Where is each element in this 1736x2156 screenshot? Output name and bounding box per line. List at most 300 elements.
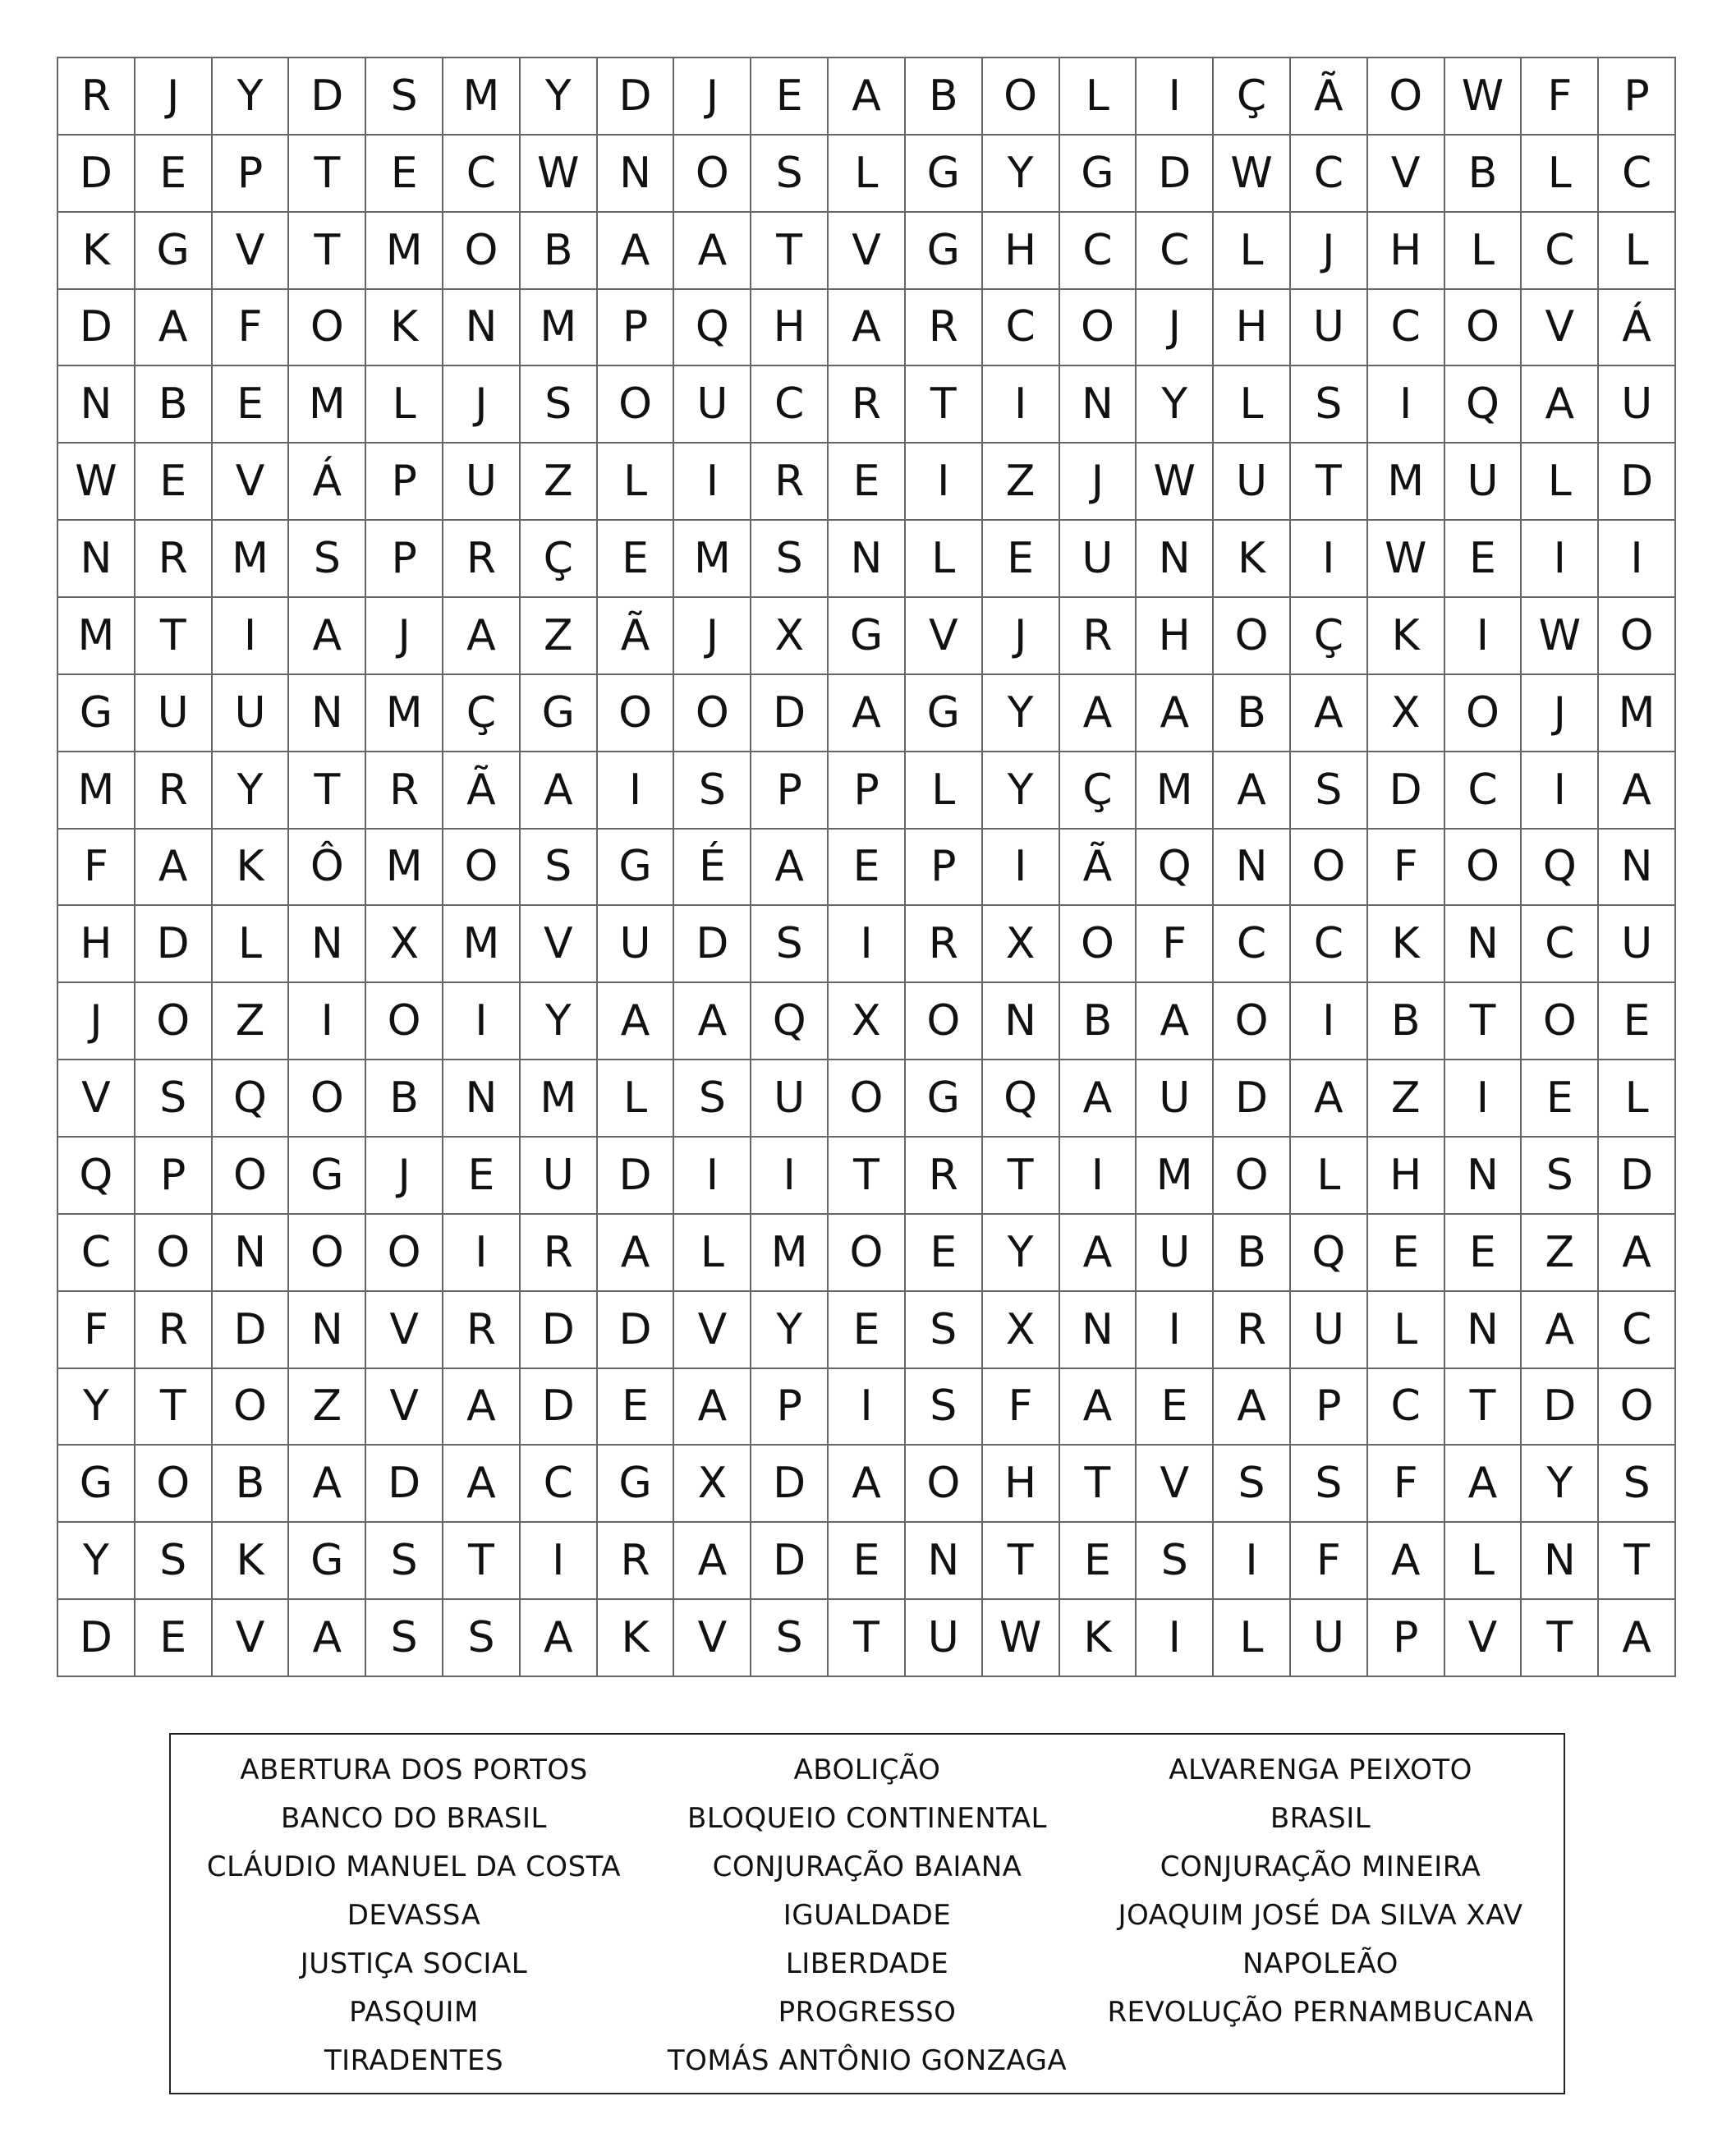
grid-cell[interactable]: Ç [1214,58,1291,136]
grid-cell[interactable]: M [366,830,443,907]
grid-cell[interactable]: P [751,1369,829,1446]
grid-cell[interactable]: Ç [1060,752,1137,830]
grid-cell[interactable]: D [751,1523,829,1600]
grid-cell[interactable]: Y [983,136,1060,213]
grid-cell[interactable]: B [213,1446,290,1523]
grid-cell[interactable]: M [521,290,598,367]
grid-cell[interactable]: R [906,1138,983,1215]
grid-cell[interactable]: M [1137,1138,1214,1215]
grid-cell[interactable]: J [1522,675,1599,752]
grid-cell[interactable]: I [1445,598,1522,675]
grid-cell[interactable]: L [1445,1523,1522,1600]
grid-cell[interactable]: N [983,983,1060,1060]
grid-cell[interactable]: A [751,830,829,907]
grid-cell[interactable]: L [1368,1292,1445,1369]
grid-cell[interactable]: X [674,1446,751,1523]
grid-cell[interactable]: A [598,1215,675,1292]
grid-cell[interactable]: P [213,136,290,213]
grid-cell[interactable]: G [906,136,983,213]
grid-cell[interactable]: O [443,213,521,290]
grid-cell[interactable]: O [829,1215,906,1292]
grid-cell[interactable]: E [598,521,675,598]
grid-cell[interactable]: T [443,1523,521,1600]
grid-cell[interactable]: I [443,983,521,1060]
grid-cell[interactable]: A [521,752,598,830]
grid-cell[interactable]: N [1599,830,1676,907]
grid-cell[interactable]: M [751,1215,829,1292]
grid-cell[interactable]: R [829,366,906,444]
grid-cell[interactable]: D [1522,1369,1599,1446]
grid-cell[interactable]: T [983,1523,1060,1600]
grid-cell[interactable]: U [521,1138,598,1215]
grid-cell[interactable]: X [751,598,829,675]
grid-cell[interactable]: D [1137,136,1214,213]
grid-cell[interactable]: E [135,444,213,521]
grid-cell[interactable]: D [598,1138,675,1215]
grid-cell[interactable]: O [906,1446,983,1523]
grid-cell[interactable]: E [1368,1215,1445,1292]
grid-cell[interactable]: T [906,366,983,444]
grid-cell[interactable]: A [1522,366,1599,444]
grid-cell[interactable]: C [1445,752,1522,830]
grid-cell[interactable]: H [983,1446,1060,1523]
grid-cell[interactable]: E [829,830,906,907]
grid-cell[interactable]: G [829,598,906,675]
grid-cell[interactable]: J [1291,213,1368,290]
grid-cell[interactable]: D [751,1446,829,1523]
grid-cell[interactable]: L [1445,213,1522,290]
grid-cell[interactable]: Z [521,444,598,521]
grid-cell[interactable]: A [598,983,675,1060]
grid-cell[interactable]: R [135,1292,213,1369]
grid-cell[interactable]: E [1445,1215,1522,1292]
grid-cell[interactable]: M [366,213,443,290]
grid-cell[interactable]: V [58,1060,135,1138]
grid-cell[interactable]: E [135,1600,213,1677]
grid-cell[interactable]: Z [983,444,1060,521]
grid-cell[interactable]: P [598,290,675,367]
grid-cell[interactable]: S [1137,1523,1214,1600]
grid-cell[interactable]: D [58,1600,135,1677]
grid-cell[interactable]: K [1368,598,1445,675]
grid-cell[interactable]: N [829,521,906,598]
grid-cell[interactable]: O [443,830,521,907]
grid-cell[interactable]: E [1522,1060,1599,1138]
grid-cell[interactable]: V [674,1600,751,1677]
grid-cell[interactable]: S [1214,1446,1291,1523]
grid-cell[interactable]: O [1522,983,1599,1060]
grid-cell[interactable]: H [751,290,829,367]
grid-cell[interactable]: O [1599,598,1676,675]
grid-cell[interactable]: O [289,1060,366,1138]
grid-cell[interactable]: T [135,1369,213,1446]
grid-cell[interactable]: K [213,830,290,907]
grid-cell[interactable]: J [135,58,213,136]
grid-cell[interactable]: L [1291,1138,1368,1215]
grid-cell[interactable]: E [1060,1523,1137,1600]
grid-cell[interactable]: T [135,598,213,675]
grid-cell[interactable]: R [1214,1292,1291,1369]
grid-cell[interactable]: A [1522,1292,1599,1369]
grid-cell[interactable]: S [906,1292,983,1369]
grid-cell[interactable]: S [135,1060,213,1138]
grid-cell[interactable]: N [1060,1292,1137,1369]
grid-cell[interactable]: S [751,1600,829,1677]
grid-cell[interactable]: M [213,521,290,598]
grid-cell[interactable]: T [751,213,829,290]
grid-cell[interactable]: L [1060,58,1137,136]
grid-cell[interactable]: M [674,521,751,598]
grid-cell[interactable]: U [1291,1600,1368,1677]
grid-cell[interactable]: A [1599,1215,1676,1292]
grid-cell[interactable]: C [1291,906,1368,983]
grid-cell[interactable]: G [289,1138,366,1215]
grid-cell[interactable]: S [289,521,366,598]
grid-cell[interactable]: C [983,290,1060,367]
grid-cell[interactable]: L [906,521,983,598]
grid-cell[interactable]: V [1522,290,1599,367]
grid-cell[interactable]: H [1214,290,1291,367]
grid-cell[interactable]: O [829,1060,906,1138]
grid-cell[interactable]: J [1060,444,1137,521]
grid-cell[interactable]: H [58,906,135,983]
grid-cell[interactable]: W [1368,521,1445,598]
grid-cell[interactable]: S [366,58,443,136]
grid-cell[interactable]: O [135,983,213,1060]
grid-cell[interactable]: C [1599,136,1676,213]
grid-cell[interactable]: Q [213,1060,290,1138]
grid-cell[interactable]: U [1291,290,1368,367]
grid-cell[interactable]: S [1291,752,1368,830]
grid-cell[interactable]: C [1522,213,1599,290]
grid-cell[interactable]: L [674,1215,751,1292]
grid-cell[interactable]: Y [1137,366,1214,444]
grid-cell[interactable]: D [1599,1138,1676,1215]
grid-cell[interactable]: E [443,1138,521,1215]
grid-cell[interactable]: A [829,1446,906,1523]
grid-cell[interactable]: A [598,213,675,290]
grid-cell[interactable]: D [1214,1060,1291,1138]
grid-cell[interactable]: Q [1137,830,1214,907]
grid-cell[interactable]: H [1137,598,1214,675]
grid-cell[interactable]: S [443,1600,521,1677]
grid-cell[interactable]: I [983,830,1060,907]
grid-cell[interactable]: O [213,1369,290,1446]
grid-cell[interactable]: Q [58,1138,135,1215]
grid-cell[interactable]: D [598,58,675,136]
grid-cell[interactable]: Y [983,1215,1060,1292]
grid-cell[interactable]: Y [1522,1446,1599,1523]
grid-cell[interactable]: C [1368,1369,1445,1446]
grid-cell[interactable]: G [906,675,983,752]
grid-cell[interactable]: I [1522,521,1599,598]
grid-cell[interactable]: B [1214,1215,1291,1292]
grid-cell[interactable]: G [58,1446,135,1523]
grid-cell[interactable]: S [135,1523,213,1600]
grid-cell[interactable]: X [366,906,443,983]
grid-cell[interactable]: B [521,213,598,290]
grid-cell[interactable]: Á [289,444,366,521]
grid-cell[interactable]: D [751,675,829,752]
grid-cell[interactable]: K [1060,1600,1137,1677]
grid-cell[interactable]: I [1214,1523,1291,1600]
grid-cell[interactable]: Ç [1291,598,1368,675]
grid-cell[interactable]: B [1368,983,1445,1060]
grid-cell[interactable]: O [289,1215,366,1292]
grid-cell[interactable]: D [289,58,366,136]
grid-cell[interactable]: P [366,521,443,598]
grid-cell[interactable]: C [1060,213,1137,290]
grid-cell[interactable]: L [598,1060,675,1138]
grid-cell[interactable]: O [1291,830,1368,907]
grid-cell[interactable]: K [598,1600,675,1677]
grid-cell[interactable]: S [1291,366,1368,444]
grid-cell[interactable]: L [213,906,290,983]
grid-cell[interactable]: G [906,213,983,290]
grid-cell[interactable]: Y [213,58,290,136]
grid-cell[interactable]: C [1599,1292,1676,1369]
grid-cell[interactable]: B [366,1060,443,1138]
grid-cell[interactable]: V [366,1369,443,1446]
grid-cell[interactable]: O [1214,598,1291,675]
grid-cell[interactable]: A [443,1446,521,1523]
grid-cell[interactable]: Á [1599,290,1676,367]
grid-cell[interactable]: N [213,1215,290,1292]
grid-cell[interactable]: H [983,213,1060,290]
grid-cell[interactable]: U [906,1600,983,1677]
grid-cell[interactable]: J [58,983,135,1060]
grid-cell[interactable]: M [1599,675,1676,752]
grid-cell[interactable]: A [829,675,906,752]
grid-cell[interactable]: L [1214,1600,1291,1677]
grid-cell[interactable]: O [366,1215,443,1292]
grid-cell[interactable]: C [1214,906,1291,983]
grid-cell[interactable]: S [521,366,598,444]
grid-cell[interactable]: A [1214,752,1291,830]
grid-cell[interactable]: M [1137,752,1214,830]
grid-cell[interactable]: Q [1291,1215,1368,1292]
grid-cell[interactable]: X [829,983,906,1060]
grid-cell[interactable]: R [1060,598,1137,675]
grid-cell[interactable]: M [289,366,366,444]
grid-cell[interactable]: L [829,136,906,213]
grid-cell[interactable]: S [674,1060,751,1138]
grid-cell[interactable]: G [521,675,598,752]
grid-cell[interactable]: H [1368,213,1445,290]
grid-cell[interactable]: S [1522,1138,1599,1215]
grid-cell[interactable]: U [1291,1292,1368,1369]
grid-cell[interactable]: B [135,366,213,444]
grid-cell[interactable]: B [1445,136,1522,213]
grid-cell[interactable]: P [1368,1600,1445,1677]
grid-cell[interactable]: J [674,58,751,136]
grid-cell[interactable]: E [1599,983,1676,1060]
grid-cell[interactable]: O [135,1446,213,1523]
grid-cell[interactable]: A [1137,675,1214,752]
grid-cell[interactable]: E [1137,1369,1214,1446]
grid-cell[interactable]: O [213,1138,290,1215]
grid-cell[interactable]: A [135,290,213,367]
grid-cell[interactable]: F [58,830,135,907]
grid-cell[interactable]: E [906,1215,983,1292]
grid-cell[interactable]: T [289,213,366,290]
grid-cell[interactable]: U [1137,1060,1214,1138]
grid-cell[interactable]: K [1214,521,1291,598]
grid-cell[interactable]: E [213,366,290,444]
grid-cell[interactable]: J [366,1138,443,1215]
grid-cell[interactable]: D [213,1292,290,1369]
grid-cell[interactable]: O [1445,830,1522,907]
grid-cell[interactable]: R [366,752,443,830]
grid-cell[interactable]: A [1291,1060,1368,1138]
grid-cell[interactable]: I [1445,1060,1522,1138]
grid-cell[interactable]: I [983,366,1060,444]
grid-cell[interactable]: W [983,1600,1060,1677]
grid-cell[interactable]: A [1137,983,1214,1060]
grid-cell[interactable]: G [1060,136,1137,213]
grid-cell[interactable]: Y [751,1292,829,1369]
grid-cell[interactable]: N [58,521,135,598]
grid-cell[interactable]: D [674,906,751,983]
grid-cell[interactable]: I [829,1369,906,1446]
grid-cell[interactable]: N [906,1523,983,1600]
grid-cell[interactable]: V [521,906,598,983]
grid-cell[interactable]: Ã [1291,58,1368,136]
grid-cell[interactable]: W [1137,444,1214,521]
grid-cell[interactable]: N [1522,1523,1599,1600]
grid-cell[interactable]: A [1060,1215,1137,1292]
grid-cell[interactable]: D [521,1369,598,1446]
grid-cell[interactable]: R [443,521,521,598]
grid-cell[interactable]: T [829,1138,906,1215]
grid-cell[interactable]: V [1137,1446,1214,1523]
grid-cell[interactable]: F [1137,906,1214,983]
grid-cell[interactable]: Z [289,1369,366,1446]
grid-cell[interactable]: P [1599,58,1676,136]
grid-cell[interactable]: I [906,444,983,521]
grid-cell[interactable]: D [135,906,213,983]
grid-cell[interactable]: Q [983,1060,1060,1138]
grid-cell[interactable]: Y [983,675,1060,752]
grid-cell[interactable]: I [1137,1292,1214,1369]
grid-cell[interactable]: U [443,444,521,521]
grid-cell[interactable]: N [1445,1138,1522,1215]
grid-cell[interactable]: T [1445,983,1522,1060]
grid-cell[interactable]: E [135,136,213,213]
grid-cell[interactable]: M [1368,444,1445,521]
grid-cell[interactable]: Y [58,1369,135,1446]
grid-cell[interactable]: I [1522,752,1599,830]
grid-cell[interactable]: Q [751,983,829,1060]
grid-cell[interactable]: F [1291,1523,1368,1600]
grid-cell[interactable]: O [1599,1369,1676,1446]
grid-cell[interactable]: N [1214,830,1291,907]
grid-cell[interactable]: V [366,1292,443,1369]
grid-cell[interactable]: U [1599,906,1676,983]
grid-cell[interactable]: V [1445,1600,1522,1677]
grid-cell[interactable]: O [983,58,1060,136]
grid-cell[interactable]: L [1214,366,1291,444]
grid-cell[interactable]: L [1522,444,1599,521]
grid-cell[interactable]: E [829,1292,906,1369]
grid-cell[interactable]: R [598,1523,675,1600]
grid-cell[interactable]: V [906,598,983,675]
grid-cell[interactable]: Z [213,983,290,1060]
grid-cell[interactable]: G [58,675,135,752]
grid-cell[interactable]: Ç [521,521,598,598]
grid-cell[interactable]: A [135,830,213,907]
grid-cell[interactable]: Y [213,752,290,830]
grid-cell[interactable]: X [983,906,1060,983]
grid-cell[interactable]: A [521,1600,598,1677]
grid-cell[interactable]: U [1137,1215,1214,1292]
grid-cell[interactable]: O [1214,1138,1291,1215]
grid-cell[interactable]: I [443,1215,521,1292]
grid-cell[interactable]: C [521,1446,598,1523]
grid-cell[interactable]: S [751,136,829,213]
grid-cell[interactable]: O [1214,983,1291,1060]
grid-cell[interactable]: I [1291,983,1368,1060]
grid-cell[interactable]: Ç [443,675,521,752]
grid-cell[interactable]: S [751,906,829,983]
grid-cell[interactable]: R [521,1215,598,1292]
grid-cell[interactable]: A [289,1600,366,1677]
grid-cell[interactable]: O [674,675,751,752]
grid-cell[interactable]: I [674,444,751,521]
grid-cell[interactable]: A [289,598,366,675]
grid-cell[interactable]: N [443,1060,521,1138]
grid-cell[interactable]: N [1137,521,1214,598]
grid-cell[interactable]: G [598,830,675,907]
grid-cell[interactable]: F [58,1292,135,1369]
grid-cell[interactable]: O [135,1215,213,1292]
grid-cell[interactable]: D [521,1292,598,1369]
grid-cell[interactable]: T [829,1600,906,1677]
grid-cell[interactable]: L [366,366,443,444]
grid-cell[interactable]: T [983,1138,1060,1215]
grid-cell[interactable]: D [58,136,135,213]
grid-cell[interactable]: X [1368,675,1445,752]
grid-cell[interactable]: B [906,58,983,136]
grid-cell[interactable]: Y [58,1523,135,1600]
grid-cell[interactable]: Ã [443,752,521,830]
grid-cell[interactable]: W [58,444,135,521]
grid-cell[interactable]: I [1291,521,1368,598]
grid-cell[interactable]: K [58,213,135,290]
grid-cell[interactable]: T [1445,1369,1522,1446]
grid-cell[interactable]: W [1522,598,1599,675]
grid-cell[interactable]: L [598,444,675,521]
grid-cell[interactable]: E [983,521,1060,598]
grid-cell[interactable]: P [751,752,829,830]
grid-cell[interactable]: M [366,675,443,752]
grid-cell[interactable]: I [751,1138,829,1215]
grid-cell[interactable]: R [135,752,213,830]
grid-cell[interactable]: U [135,675,213,752]
grid-cell[interactable]: V [213,444,290,521]
grid-cell[interactable]: U [1214,444,1291,521]
grid-cell[interactable]: L [1599,213,1676,290]
grid-cell[interactable]: A [443,598,521,675]
grid-cell[interactable]: N [598,136,675,213]
grid-cell[interactable]: C [1291,136,1368,213]
grid-cell[interactable]: O [289,290,366,367]
grid-cell[interactable]: N [1445,906,1522,983]
grid-cell[interactable]: D [598,1292,675,1369]
grid-cell[interactable]: A [1445,1446,1522,1523]
grid-cell[interactable]: U [598,906,675,983]
grid-cell[interactable]: R [135,521,213,598]
